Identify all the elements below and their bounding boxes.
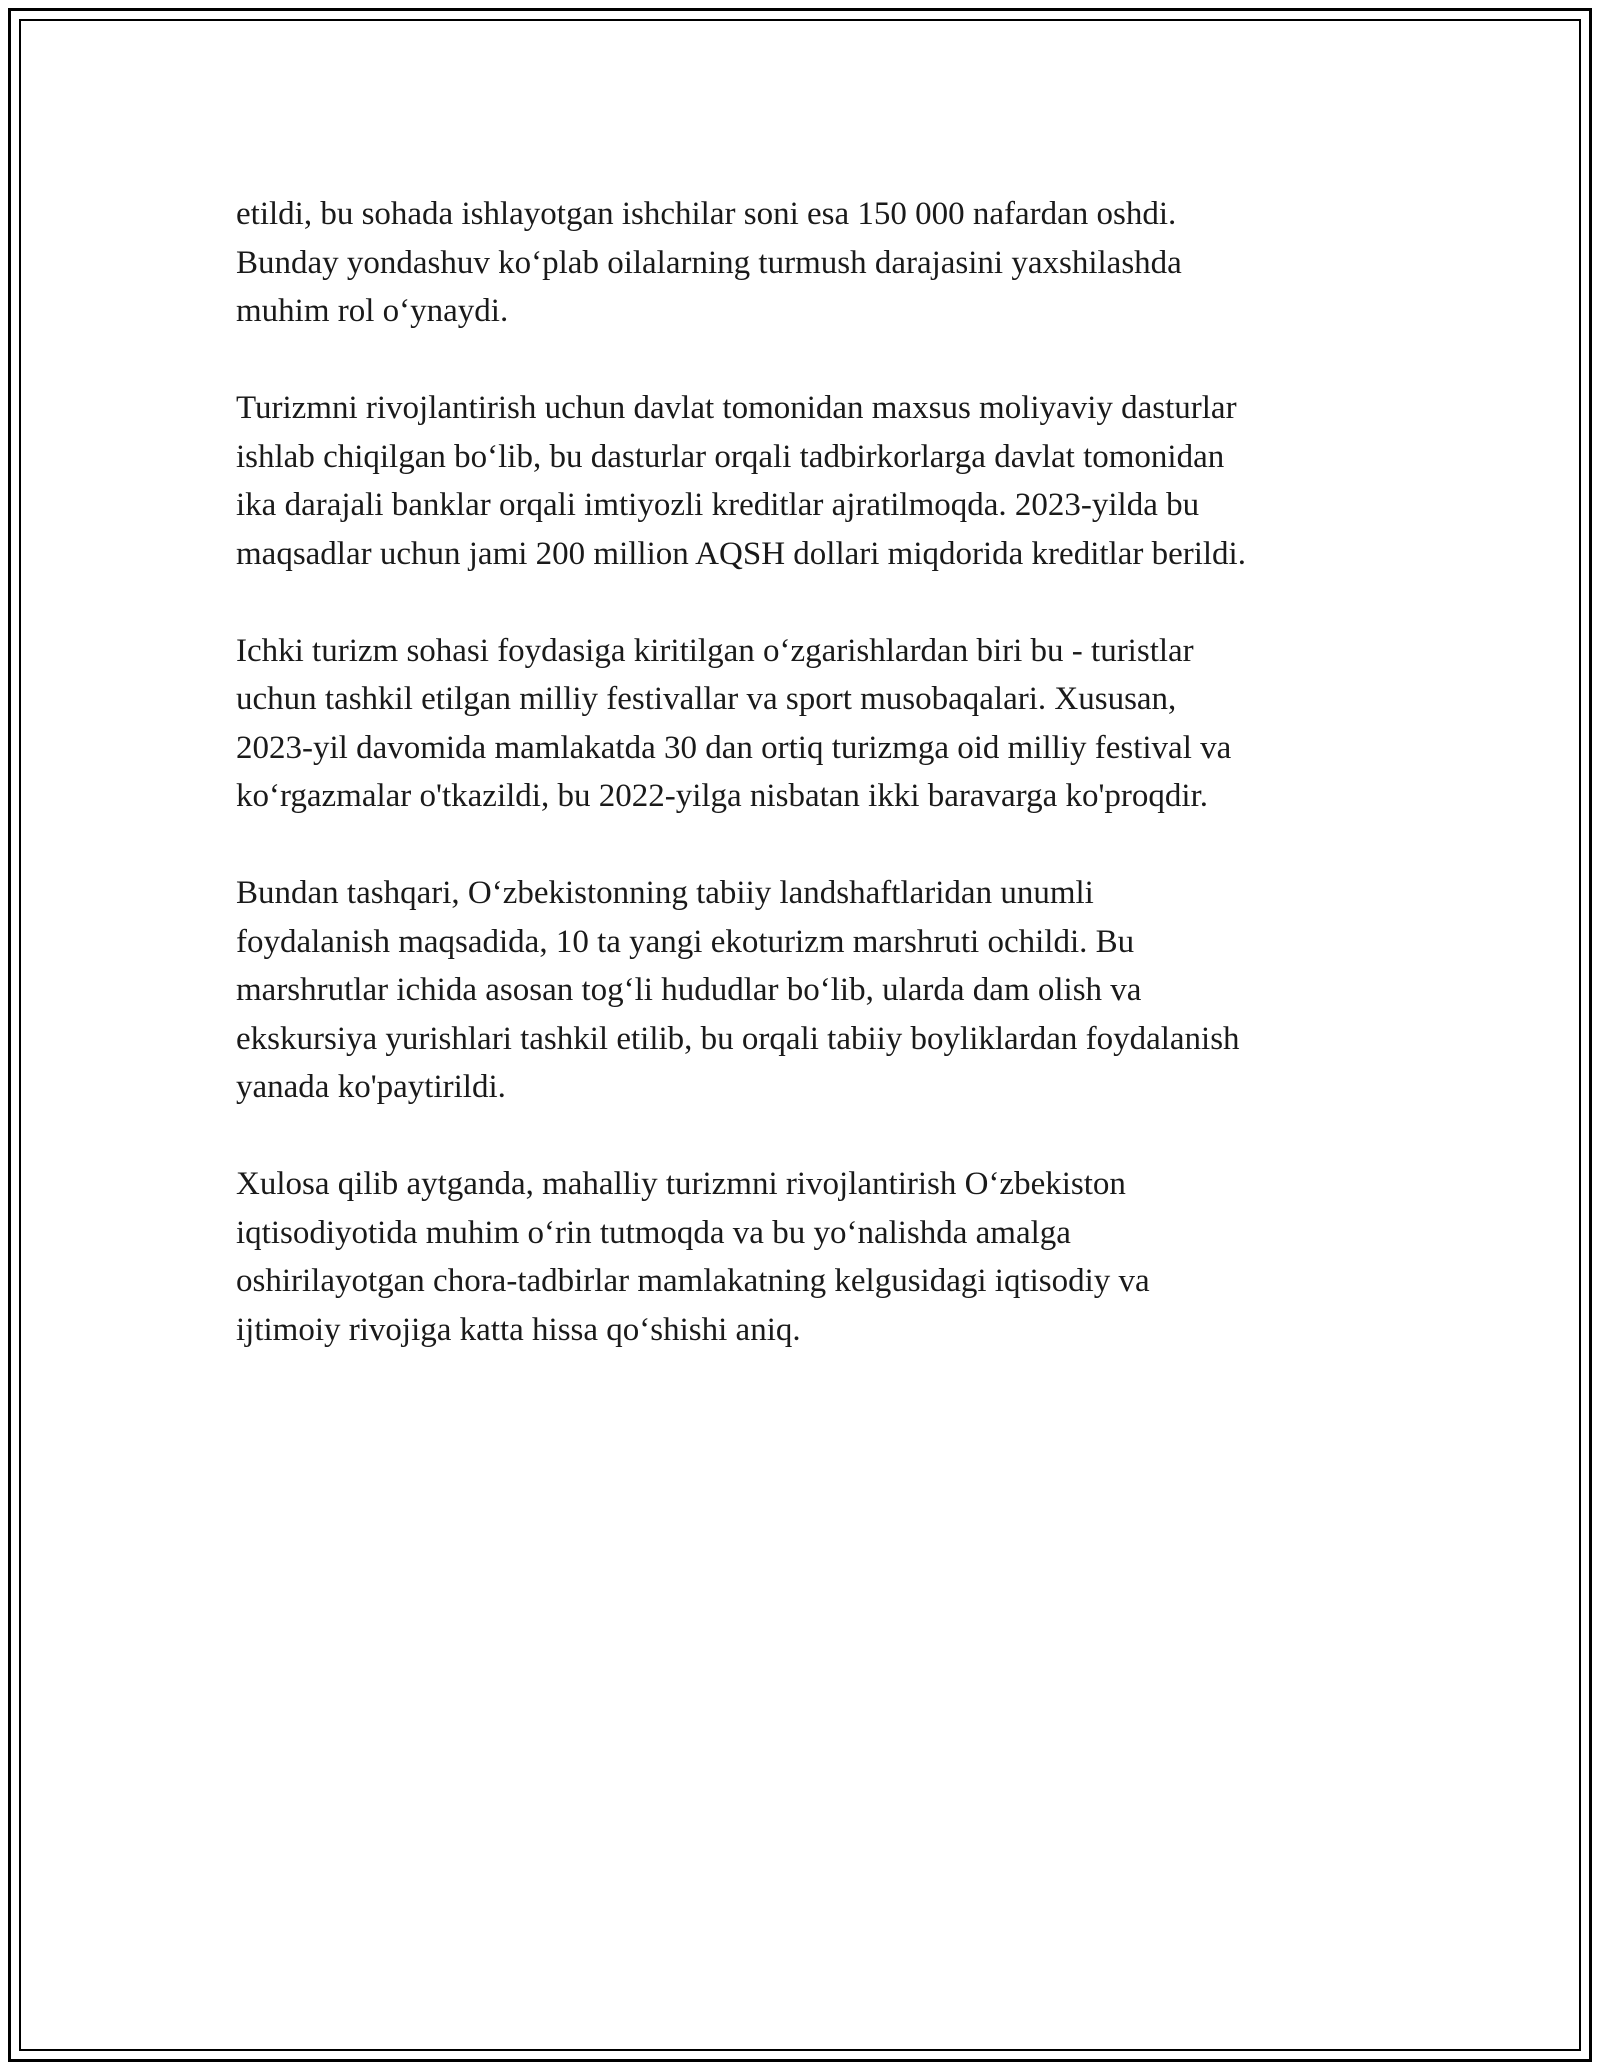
text-line: maqsadlar uchun jami 200 million AQSH dollari miqdorida kreditlar berildi. [236,535,1246,572]
text-line: uchun tashkil etilgan milliy festivallar va sport musobaqalari. Xususan, [236,681,1177,717]
text-line: ijtimoiy rivojiga katta hissa qo‘shishi aniq. [236,1311,801,1348]
text-line: Xulosa qilib aytganda, mahalliy turizmni rivojlantirish O‘zbekiston [236,1166,1126,1202]
text-line: 2023-yil davomida mamlakatda 30 dan ortiq turizmga oid milliy festival va [236,729,1232,766]
text-line: iqtisodiyotida muhim o‘rin tutmoqda va bu yo‘nalishda amalga [236,1214,1071,1251]
text-line: marshrutlar ichida asosan tog‘li hududlar bo‘lib, ularda dam olish va [236,972,1142,1008]
text-line: ekskursiya yurishlari tashkil etilib, bu orqali tabiiy boyliklardan foydalanish [236,1020,1240,1057]
text-line: oshirilayotgan chora-tadbirlar mamlakatning kelgusidagi iqtisodiy va [236,1263,1150,1299]
paragraph [236,627,1386,821]
text-line: etildi, bu sohada ishlayotgan ishchilar soni esa 150 000 nafardan oshdi. [236,196,1177,232]
text-line: Bundan tashqari, O‘zbekistonning tabiiy landshaftlaridan unumli [236,875,1094,911]
text-line: muhim rol o‘ynaydi. [236,293,509,329]
paragraph [236,384,1386,578]
text-line: ishlab chiqilgan bo‘lib, bu dasturlar orqali tadbirkorlarga davlat tomonidan [236,438,1225,475]
text-line: foydalanish maqsadida, 10 ta yangi ekoturizm marshruti ochildi. Bu [236,923,1135,960]
text-line: yanada ko'paytirildi. [236,1069,506,1105]
text-line: Ichki turizm sohasi foydasiga kiritilgan o‘zgarishlardan biri bu - turistlar [236,632,1194,669]
text-line: Bunday yondashuv ko‘plab oilalarning turmush darajasini yaxshilashda [236,244,1182,281]
paragraph [236,190,1386,336]
text-line: ika darajali banklar orqali imtiyozli kreditlar ajratilmoqda. 2023-yilda bu [236,487,1200,523]
paragraph [236,869,1386,1112]
text-line: Turizmni rivojlantirish uchun davlat tomonidan maxsus moliyaviy dasturlar [236,390,1237,426]
text-line: ko‘rgazmalar o'tkazildi, bu 2022-yilga nisbatan ikki baravarga ko'proqdir. [236,778,1208,814]
document-body [236,190,1386,1403]
paragraph [236,1160,1386,1354]
